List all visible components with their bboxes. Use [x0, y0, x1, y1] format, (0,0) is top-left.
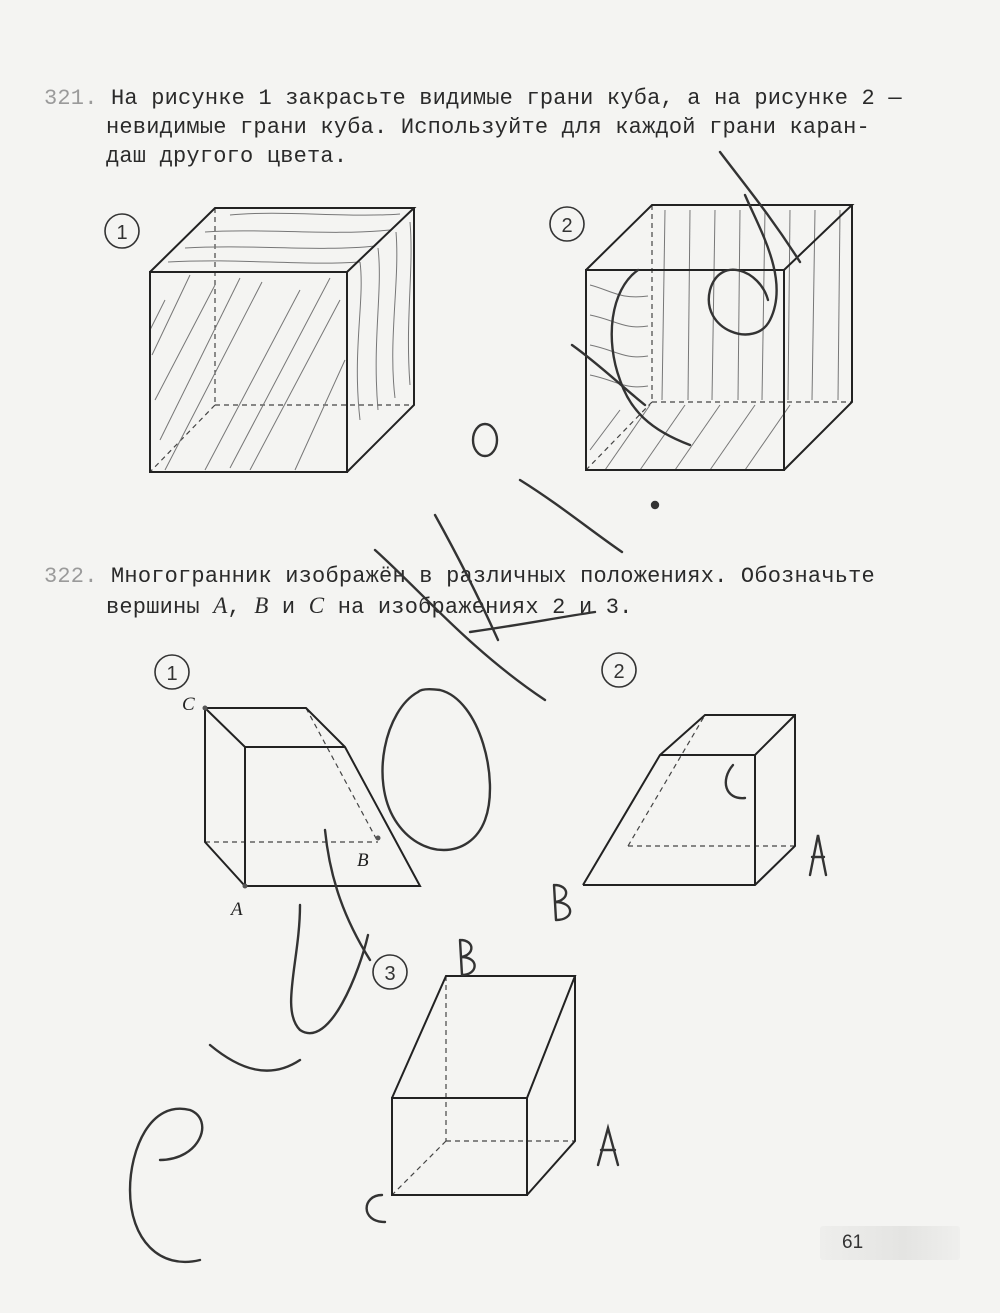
task-322-figure-2 — [583, 653, 795, 885]
front-face-hatching — [150, 275, 345, 470]
task-321-line-2: невидимые грани куба. Используйте для каждой грани каран- — [106, 115, 870, 140]
vertex-b-name: B — [254, 593, 269, 618]
hidden-faces-hatching — [590, 210, 840, 470]
handwritten-label-fig3-c: C — [365, 1201, 379, 1225]
conjunction: и — [268, 595, 309, 620]
comma: , — [227, 595, 255, 620]
vertex-b-label: B — [357, 850, 369, 871]
figure-number: 2 — [613, 661, 625, 683]
handwritten-label-fig3-a: A — [600, 1143, 614, 1167]
figure-number: 1 — [166, 663, 178, 685]
vertex-c-label: C — [182, 694, 195, 715]
task-321-number: 321. — [44, 86, 98, 111]
task-322-line-2-text: вершины — [106, 595, 214, 620]
vertex-a-label: A — [231, 899, 243, 920]
handwritten-label-fig2-c: C — [735, 771, 749, 795]
task-321-figure-1 — [105, 208, 414, 472]
task-322-line-2-end: на изображениях 2 и 3. — [324, 595, 633, 620]
task-321-line-3: даш другого цвета. — [106, 144, 348, 169]
task-322-figure-3 — [373, 955, 575, 1195]
handwritten-label-fig3-b: B — [458, 954, 472, 978]
figure-number: 1 — [116, 222, 128, 244]
task-322-figure-1 — [155, 655, 420, 920]
page-number: 61 — [820, 1226, 960, 1260]
handwritten-scribbles — [130, 152, 826, 1262]
task-322-number: 322. — [44, 564, 98, 589]
vertex-a-name: A — [213, 593, 228, 618]
right-face-hatching — [357, 222, 411, 420]
figure-number: 2 — [561, 215, 573, 237]
handwritten-label-fig2-b: B — [552, 899, 566, 923]
figure-number: 3 — [384, 963, 396, 985]
vertex-c-name: C — [308, 593, 325, 618]
task-321-line-1: На рисунке 1 закрасьте видимые грани куба, а на рисунке 2 — — [111, 86, 902, 111]
task-322-line-1: Многогранник изображён в различных положениях. Обозначьте — [111, 564, 875, 589]
handwritten-label-fig2-a: A — [812, 853, 826, 877]
task-321-figure-2 — [550, 205, 852, 470]
